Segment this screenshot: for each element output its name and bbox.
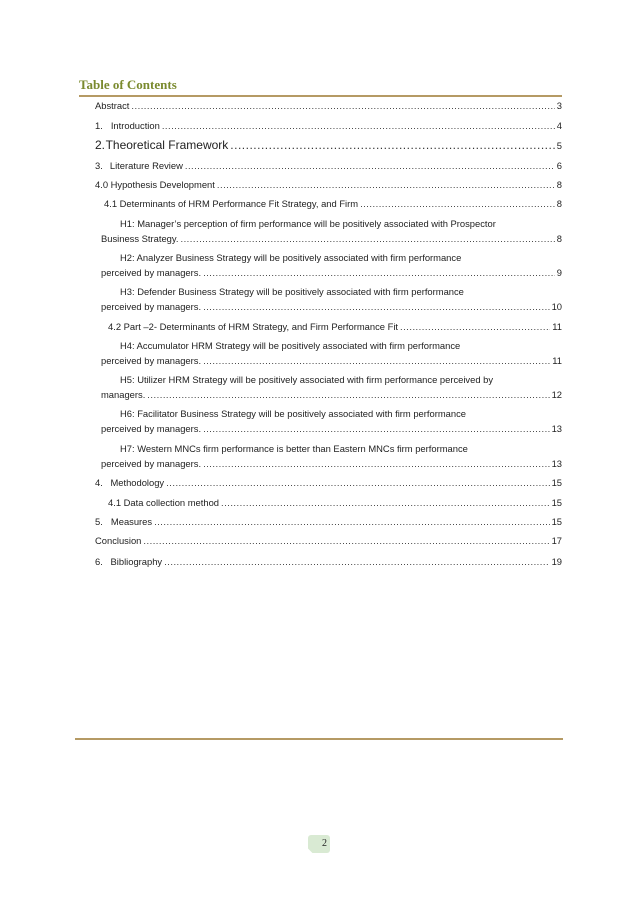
toc-entry-literature-review[interactable] <box>95 160 562 172</box>
page-number: 2 <box>322 838 327 849</box>
toc-entry-data-collection-method[interactable] <box>108 497 562 509</box>
toc-entry-text: Literature Review <box>109 160 183 171</box>
toc-entry-text: perceived by managers. <box>101 458 202 469</box>
toc-entry-h6-line1[interactable]: H6: Facilitator Business Strategy will be positively associated with firm performance <box>120 408 466 419</box>
toc-entry-text: Introduction <box>110 120 160 131</box>
toc-entry-theoretical-framework[interactable] <box>95 139 562 152</box>
dot-leader <box>203 423 550 435</box>
toc-entry-h2-line1[interactable]: H2: Analyzer Business Strategy will be positively associated with firm performance <box>120 252 462 263</box>
toc-entry-text: 4.0 Hypothesis Development <box>95 179 215 190</box>
toc-entry-page: 8 <box>556 179 562 190</box>
toc-entry-text: managers. <box>101 389 146 400</box>
toc-entry-methodology[interactable] <box>95 477 562 489</box>
toc-entry-h6[interactable] <box>101 423 562 435</box>
toc-entry-page: 15 <box>551 497 562 508</box>
toc-entry-page: 17 <box>551 535 562 546</box>
footer-divider <box>75 738 563 740</box>
toc-entry-text: 4.1 Determinants of HRM Performance Fit Strategy, and Firm <box>104 198 359 209</box>
toc-entry-number: 6. <box>95 556 103 567</box>
toc-entry-determinants-hrm-strategy[interactable] <box>108 321 562 333</box>
toc-entry-page: 15 <box>551 516 562 527</box>
dot-leader <box>180 233 554 245</box>
toc-entry-page: 8 <box>556 233 562 244</box>
toc-entry-determinants-hrm-performance-fit[interactable] <box>104 198 562 210</box>
dot-leader <box>400 321 550 333</box>
toc-entry-page: 11 <box>552 321 562 332</box>
toc-entry-page: 3 <box>556 100 562 111</box>
toc-entry-text: perceived by managers. <box>101 423 202 434</box>
toc-entry-text: Theoretical Framework <box>105 138 229 152</box>
toc-entry-h1[interactable] <box>101 233 562 245</box>
toc-entry-text: Bibliography <box>110 556 163 567</box>
toc-entry-bibliography[interactable] <box>95 556 562 568</box>
toc-entry-number: 2. <box>95 138 106 152</box>
toc-entry-abstract[interactable] <box>95 100 562 112</box>
toc-entry-page: 19 <box>551 556 562 567</box>
dot-leader <box>154 516 549 528</box>
toc-entry-text: Methodology <box>110 477 165 488</box>
dot-leader <box>203 267 555 279</box>
toc-entry-number: 4. <box>95 477 103 488</box>
dot-leader <box>147 389 549 401</box>
toc-entry-text: perceived by managers. <box>101 355 202 366</box>
toc-entry-page: 13 <box>551 458 562 469</box>
dot-leader <box>185 160 555 172</box>
toc-entry-number: 3. <box>95 160 103 171</box>
dot-leader <box>166 477 549 489</box>
toc-entry-h1-line1[interactable]: H1: Manager’s perception of firm performance will be positively associated with Prospector <box>120 218 496 229</box>
toc-entry-h7-line1[interactable]: H7: Western MNCs firm performance is better than Eastern MNCs firm performance <box>120 443 468 454</box>
toc-entry-number: 5. <box>95 516 103 527</box>
toc-entry-hypothesis-development[interactable] <box>95 179 562 191</box>
dot-leader <box>143 535 549 547</box>
toc-entry-conclusion[interactable] <box>95 535 562 547</box>
heading-divider <box>79 95 562 97</box>
toc-entry-text: Business Strategy. <box>101 233 179 244</box>
toc-entry-text: Conclusion <box>95 535 142 546</box>
dot-leader <box>162 120 555 132</box>
toc-entry-page: 12 <box>551 389 562 400</box>
dot-leader <box>203 355 550 367</box>
toc-entry-introduction[interactable] <box>95 120 562 132</box>
toc-entry-h4[interactable] <box>101 355 562 367</box>
toc-entry-page: 9 <box>556 267 562 278</box>
toc-entry-text: perceived by managers. <box>101 301 202 312</box>
toc-entry-page: 6 <box>556 160 562 171</box>
toc-entry-page: 4 <box>556 120 562 131</box>
toc-entry-text: 4.2 Part –2- Determinants of HRM Strategy, and Firm Performance Fit <box>108 321 399 332</box>
dot-leader <box>203 458 550 470</box>
dot-leader <box>164 556 549 568</box>
toc-entry-h5-line1[interactable]: H5: Utilizer HRM Strategy will be positively associated with firm performance perceived by <box>120 374 494 385</box>
toc-entry-text: Measures <box>110 516 153 527</box>
dot-leader <box>131 100 554 112</box>
toc-entry-h2[interactable] <box>101 267 562 279</box>
toc-entry-h3[interactable] <box>101 301 562 313</box>
toc-entry-text: 4.1 Data collection method <box>108 497 220 508</box>
toc-entry-page: 13 <box>551 423 562 434</box>
toc-entry-page: 15 <box>551 477 562 488</box>
dot-leader <box>360 198 555 210</box>
toc-entry-h5[interactable] <box>101 389 562 401</box>
dot-leader <box>203 301 550 313</box>
toc-entry-page: 10 <box>551 301 562 312</box>
toc-entry-page: 5 <box>556 140 562 151</box>
toc-entry-h7[interactable] <box>101 458 562 470</box>
toc-entry-h4-line1[interactable]: H4: Accumulator HRM Strategy will be positively associated with firm performance <box>120 340 461 351</box>
toc-entry-number: 1. <box>95 120 103 131</box>
toc-entry-text: Abstract <box>95 100 130 111</box>
toc-entry-page: 8 <box>556 198 562 209</box>
toc-entry-measures[interactable] <box>95 516 562 528</box>
toc-entry-page: 11 <box>552 355 562 366</box>
toc-heading: Table of Contents <box>79 77 177 92</box>
dot-leader <box>230 139 555 151</box>
toc-entry-h3-line1[interactable]: H3: Defender Business Strategy will be positively associated with firm performance <box>120 286 464 297</box>
toc-entry-text: perceived by managers. <box>101 267 202 278</box>
dot-leader <box>221 497 550 509</box>
dot-leader <box>217 179 555 191</box>
